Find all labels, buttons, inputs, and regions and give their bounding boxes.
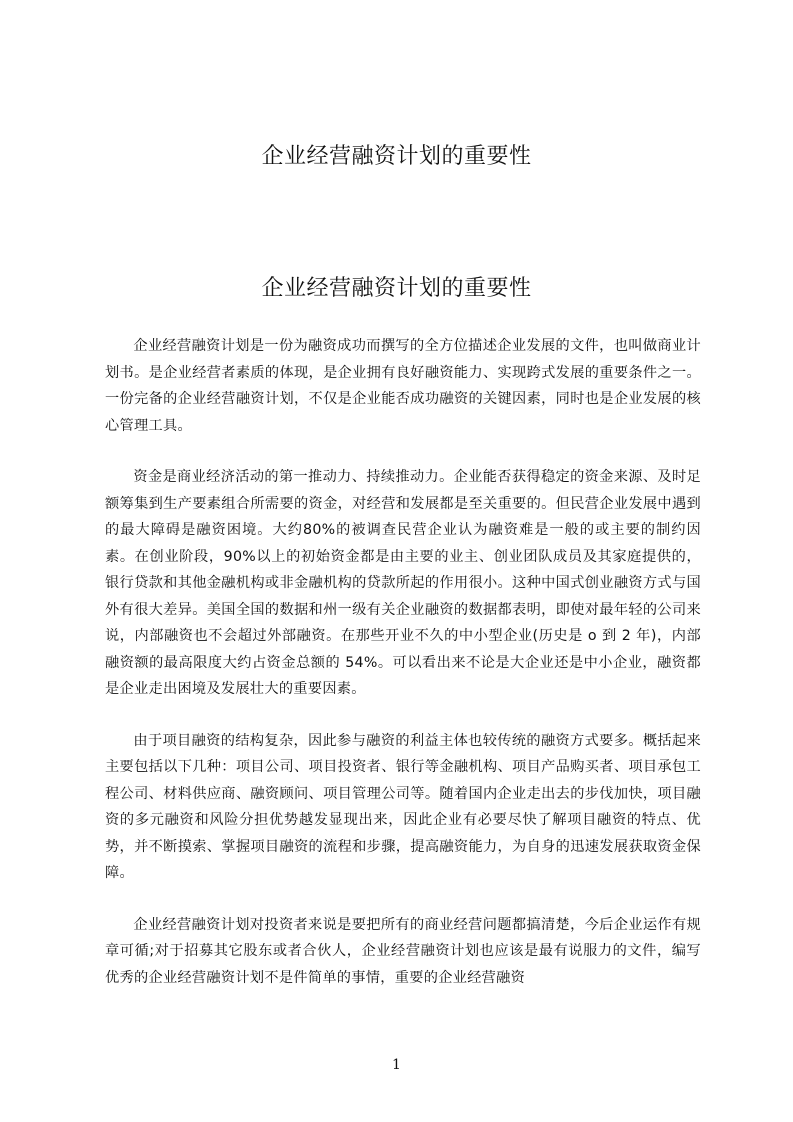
paragraph-investors: 企业经营融资计划对投资者来说是要把所有的商业经营问题都搞清楚，今后企业运作有规章可循;对于招募其它股东或者合伙人，企业经营融资计划也应该是最有说服力的文件，编写优秀的企业经营融资计划不是件简单的事情，重要的企业经营融资 — [105, 916, 701, 986]
document-header-title: 企业经营融资计划的重要性 — [261, 144, 532, 169]
paragraph-intro: 企业经营融资计划是一份为融资成功而撰写的全方位描述企业发展的文件，也叫做商业计划书。是企业经营者素质的体现，是企业拥有良好融资能力、实现跨式发展的重要条件之一。一份完备的企业经营融资计划，不仅是企业能否成功融资的关键因素，同时也是企业发展的核心管理工具。 — [105, 338, 701, 434]
paragraph-project-financing: 由于项目融资的结构复杂，因此参与融资的利益主体也较传统的融资方式要多。概括起来主要包括以下几种：项目公司、项目投资者、银行等金融机构、项目产品购买者、项目承包工程公司、材料供应商、融资顾问、项目管理公司等。随着国内企业走出去的步伐加快，项目融资的多元融资和风险分担优势越发显现出来，因此企业有必要尽快了解项目融资的特点、优势，并不断摸索、掌握项目融资的流程和步骤，提高融资能力，为自身的迅速发展获取资金保障。 — [105, 732, 701, 881]
page-number: 1 — [392, 1057, 401, 1073]
document-body — [105, 333, 701, 1016]
paragraph-capital: 资金是商业经济活动的第一推动力、持续推动力。企业能否获得稳定的资金来源、及时足额筹集到生产要素组合所需要的资金，对经营和发展都是至关重要的。但民营企业发展中遇到的最大障碍是融资困境。大约80%的被调查民营企业认为融资难是一般的或主要的制约因素。在创业阶段，90%以上的初始资金都是由主要的业主、创业团队成员及其家庭提供的，银行贷款和其他金融机构或非金融机构的贷款所起的作用很小。这种中国式创业融资方式与国外有很大差异。美国全国的数据和州一级有关企业融资的数据都表明，即使对最年轻的公司来说，内部融资也不会超过外部融资。在那些开业不久的中小型企业(历史是 o 到 2 年)，内部融资额的最高限度大约占资金总额的 54%。可以看出来不论是大企业还是中小企业，融资都是企业走出困境及发展壮大的重要因素。 — [105, 469, 701, 697]
section-heading: 企业经营融资计划的重要性 — [261, 276, 532, 301]
